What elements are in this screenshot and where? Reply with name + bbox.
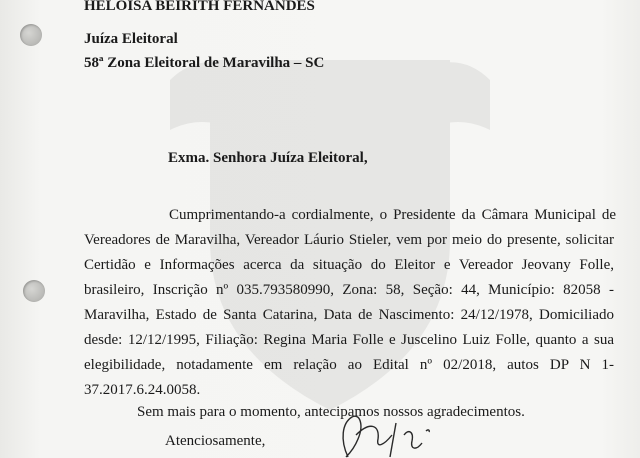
punch-hole-middle — [23, 280, 45, 302]
signoff: Atenciosamente, — [165, 433, 266, 449]
body-line: Cumprimentando-a cordialmente, o Presidente da Câmara Municipal de — [169, 207, 616, 223]
salutation: Exma. Senhora Juíza Eleitoral, — [168, 150, 368, 166]
body-line: Certidão e Informações acerca da situação do Eleitor e Vereador Jeovany Folle, — [84, 257, 614, 273]
recipient-zone: 58ª Zona Eleitoral de Maravilha – SC — [84, 55, 325, 71]
body-line: Vereadores de Maravilha, Vereador Láurio Stieler, vem por meio do presente, solicitar — [84, 232, 614, 248]
recipient-role: Juíza Eleitoral — [84, 31, 178, 47]
body-line: Maravilha, Estado de Santa Catarina, Data de Nascimento: 24/12/1978, Domiciliado — [84, 307, 614, 323]
closing-line: Sem mais para o momento, antecipamos nossos agradecimentos. — [137, 404, 525, 420]
body-line: brasileiro, Inscrição nº 035.793580990, Zona: 58, Seção: 44, Município: 82058 - — [84, 282, 614, 298]
handwritten-signature — [318, 395, 448, 458]
body-line: 37.2017.6.24.0058. — [84, 382, 201, 398]
punch-hole-top — [20, 24, 42, 46]
recipient-name: HELOISA BEIRITH FERNANDES — [84, 0, 315, 14]
body-line: elegibilidade, notadamente em relação ao Edital nº 02/2018, autos DP N 1- — [84, 357, 614, 373]
body-line: desde: 12/12/1995, Filiação: Regina Maria Folle e Juscelino Luiz Folle, quanto a sua — [84, 332, 614, 348]
